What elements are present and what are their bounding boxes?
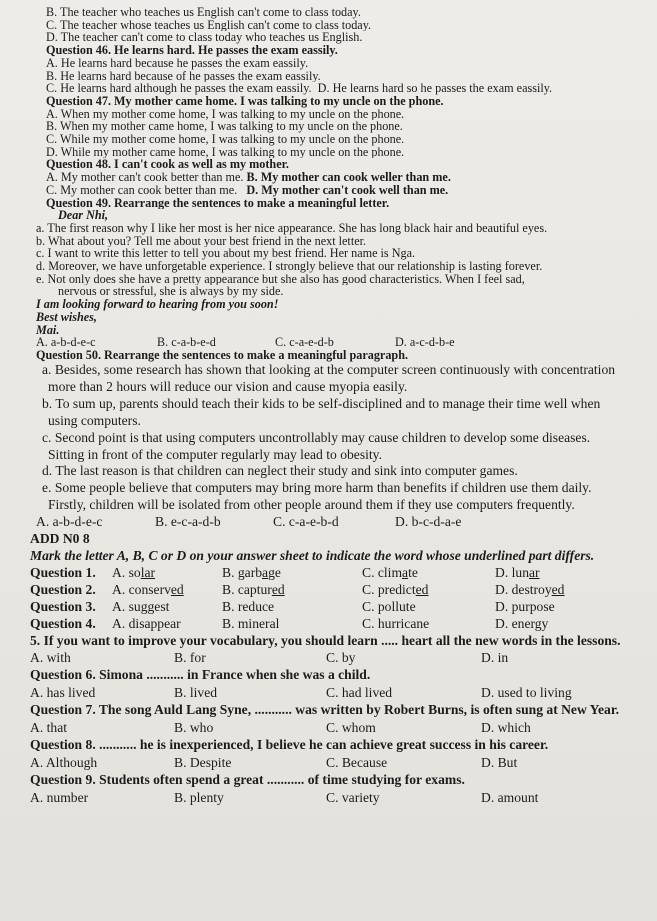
q50-option-c: C. c-a-e-b-d xyxy=(273,514,339,530)
para-sentence-c-cont: Sitting in front of the computer regularly may lead to obesity. xyxy=(48,446,382,462)
q7-option-d: D. which xyxy=(481,719,531,735)
q6-option-b: B. lived xyxy=(174,684,218,700)
q46-option-a: A. He learns hard because he passes the exam eassily. xyxy=(46,56,309,70)
q7-option-c: C. whom xyxy=(326,719,376,735)
letter-sentence-b: b. What about you? Tell me about your best friend in the next letter. xyxy=(36,234,367,248)
question-50: Question 50. Rearrange the sentences to make a meaningful paragraph. xyxy=(36,349,409,362)
question-1-row xyxy=(0,565,651,582)
q9-options xyxy=(0,790,651,807)
q50-options xyxy=(0,514,651,531)
question-4-label: Question 4. xyxy=(30,615,96,631)
section-heading: ADD N0 8 xyxy=(30,531,90,547)
q47-option-d: D. While my mother came home, I was talking to my uncle on the phone. xyxy=(46,145,405,159)
q3-option-b: B. reduce xyxy=(222,598,275,614)
q3-option-d: D. purpose xyxy=(495,598,555,614)
question-47: Question 47. My mother came home. I was talking to my uncle on the phone. xyxy=(46,94,444,108)
q9-option-d: D. amount xyxy=(481,789,539,805)
q4-option-b: B. mineral xyxy=(222,615,280,631)
q5-option-d: D. in xyxy=(481,649,509,665)
q8-option-b: B. Despite xyxy=(174,754,232,770)
q5-option-b: B. for xyxy=(174,649,206,665)
question-8: Question 8. ........... he is inexperienced, I believe he can achieve great success in his career. xyxy=(30,736,549,752)
q2-option-a: A. conserved xyxy=(112,581,184,597)
q49-option-d: D. a-c-d-b-e xyxy=(395,336,455,350)
question-3-row xyxy=(0,599,651,616)
question-6: Question 6. Simona ........... in France when she was a child. xyxy=(30,666,371,682)
q1-option-d: D. lunar xyxy=(495,564,540,580)
para-sentence-c: c. Second point is that using computers uncontrollably may cause children to develop some diseases. xyxy=(42,429,591,445)
q5-option-c: C. by xyxy=(326,649,356,665)
q2-option-d: D. destroyed xyxy=(495,581,565,597)
q6-option-c: C. had lived xyxy=(326,684,393,700)
q1-option-a: A. solar xyxy=(112,564,156,580)
letter-sentence-e-cont: nervous or stressful, she is always by my side. xyxy=(58,285,284,299)
q50-option-b: B. e-c-a-d-b xyxy=(155,514,221,530)
para-sentence-a: a. Besides, some research has shown that looking at the computer screen continuously with concentration xyxy=(42,361,616,377)
q7-options xyxy=(0,720,651,737)
q1-option-c: C. climate xyxy=(362,564,418,580)
q2-option-b: B. captured xyxy=(222,581,285,597)
q48-option-cd: C. My mother can cook better than me. D. My mother can't cook well than me. xyxy=(46,183,449,197)
letter-closing-2: Best wishes, xyxy=(36,310,97,324)
letter-closing-1: I am looking forward to hearing from you soon! xyxy=(36,298,279,311)
letter-sentence-e: e. Not only does she have a pretty appearance but she also has good characteristics. When I feel sad, xyxy=(36,272,525,286)
q47-option-c: C. While my mother come home, I was talking to my uncle on the phone. xyxy=(46,133,405,146)
q9-option-c: C. variety xyxy=(326,789,380,805)
q4-option-a: A. disappear xyxy=(112,615,181,631)
q3-option-a: A. suggest xyxy=(112,598,170,614)
q7-option-b: B. who xyxy=(174,719,214,735)
letter-closing-3: Mai. xyxy=(36,323,60,337)
q49-options xyxy=(0,336,651,349)
q49-option-b: B. c-a-b-e-d xyxy=(157,336,216,350)
question-9: Question 9. Students often spend a great ........... of time studying for exams. xyxy=(30,771,465,787)
q9-option-a: A. number xyxy=(30,789,89,805)
q4-option-d: D. energy xyxy=(495,615,549,631)
q49-option-c: C. c-a-e-d-b xyxy=(275,336,334,350)
q46-option-cd: C. He learns hard although he passes the exam eassily. D. He learns hard so he passes the exam eassily. xyxy=(46,82,553,95)
para-sentence-d: d. The last reason is that children can neglect their study and sink into computer games. xyxy=(42,463,518,479)
q7-option-a: A. that xyxy=(30,719,67,735)
para-sentence-a-cont: more than 2 hours will reduce our vision and cause myopia easily. xyxy=(48,378,408,394)
q49-option-a: A. a-b-d-e-c xyxy=(36,336,96,350)
q9-option-b: B. plenty xyxy=(174,789,224,805)
q8-option-d: D. But xyxy=(481,754,518,770)
q50-option-d: D. b-c-d-a-e xyxy=(395,514,462,530)
q45-option-d: D. The teacher can't come to class today who teaches us English. xyxy=(46,31,363,45)
q47-option-b: B. When my mother came home, I was talking to my uncle on the phone. xyxy=(46,120,403,134)
question-2-row xyxy=(0,582,651,599)
question-3-label: Question 3. xyxy=(30,598,96,614)
q47-option-a: A. When my mother come home, I was talking to my uncle on the phone. xyxy=(46,107,405,121)
q4-option-c: C. hurricane xyxy=(362,615,430,631)
q6-option-a: A. has lived xyxy=(30,684,96,700)
q5-option-a: A. with xyxy=(30,649,71,665)
q1-option-b: B. garbage xyxy=(222,564,281,580)
para-sentence-b: b. To sum up, parents should teach their kids to be self-disciplined and to manage their time well when xyxy=(42,395,601,411)
para-sentence-e: e. Some people believe that computers may bring more harm than benefits if children use them daily. xyxy=(42,480,592,496)
q5-options xyxy=(0,650,651,667)
para-sentence-b-cont: using computers. xyxy=(48,412,141,428)
para-sentence-e-cont: Firstly, children will be isolated from other people around them if they use computers frequently. xyxy=(48,497,575,513)
q46-option-b: B. He learns hard because of he passes the exam eassily. xyxy=(46,69,321,83)
q6-option-d: D. used to living xyxy=(481,684,572,700)
letter-sentence-d: d. Moreover, we have unforgetable experience. I strongly believe that our relationship is lasting forever. xyxy=(36,260,543,273)
q3-option-c: C. pollute xyxy=(362,598,416,614)
q8-options xyxy=(0,755,651,772)
q6-options xyxy=(0,685,651,702)
letter-sentence-c: c. I want to write this letter to tell you about my best friend. Her name is Nga. xyxy=(36,247,416,261)
q8-option-a: A. Although xyxy=(30,754,98,770)
question-1-label: Question 1. xyxy=(30,564,96,580)
question-48: Question 48. I can't cook as well as my mother. xyxy=(46,158,289,172)
question-7: Question 7. The song Auld Lang Syne, ........... was written by Robert Burns, is often sung at New Year. xyxy=(30,701,620,717)
letter-greeting: Dear Nhi, xyxy=(58,209,109,222)
q48-option-ab: A. My mother can't cook better than me. B. My mother can cook weller than me. xyxy=(46,171,451,184)
question-46: Question 46. He learns hard. He passes the exam eassily. xyxy=(46,44,338,57)
question-4-row xyxy=(0,616,651,633)
q45-option-b: B. The teacher who teaches us English can't come to class today. xyxy=(46,6,361,19)
q45-option-c: C. The teacher whose teaches us English can't come to class today. xyxy=(46,18,372,32)
letter-sentence-a: a. The first reason why I like her most is her nice appearance. She has long black hair and beautiful eyes. xyxy=(36,221,548,235)
question-49: Question 49. Rearrange the sentences to make a meaningful letter. xyxy=(46,196,390,210)
q8-option-c: C. Because xyxy=(326,754,388,770)
question-5: 5. If you want to improve your vocabulary, you should learn ..... heart all the new words in the lessons. xyxy=(30,632,621,648)
question-2-label: Question 2. xyxy=(30,581,96,597)
q2-option-c: C. predicted xyxy=(362,581,429,597)
section-instruction: Mark the letter A, B, C or D on your answer sheet to indicate the word whose underlined part differs. xyxy=(30,548,595,564)
q50-option-a: A. a-b-d-e-c xyxy=(36,514,103,530)
